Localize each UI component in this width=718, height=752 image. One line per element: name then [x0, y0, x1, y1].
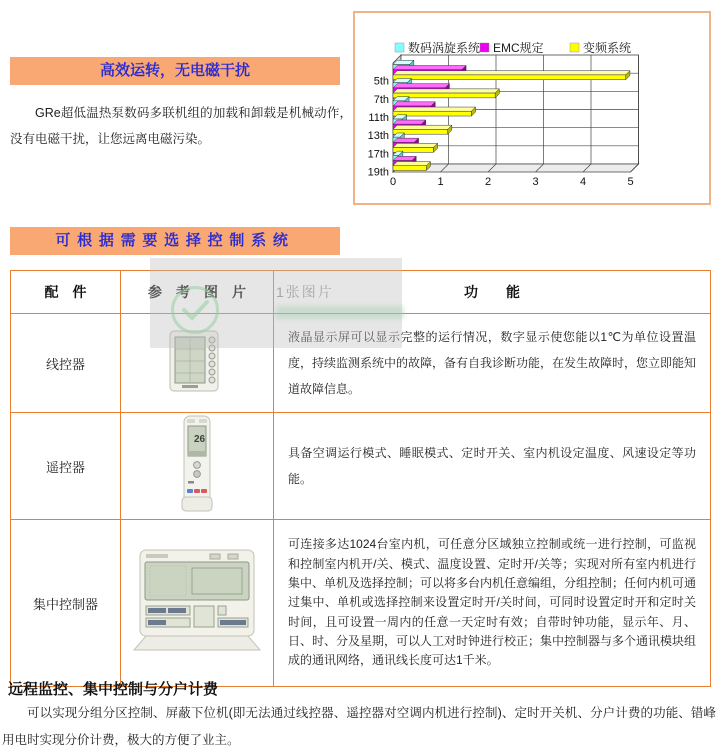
legend-label-0: 数码涡旋系统	[408, 41, 481, 55]
xtick-label-3: 3	[532, 176, 539, 188]
section2-title: 可根据需要选择控制系统	[55, 232, 295, 249]
harmonics-chart-panel	[353, 11, 711, 205]
legend-swatch-1	[480, 43, 489, 52]
section1-paragraph: GRe超低温热泵数码多联机组的加载和卸载是机械动作，没有电磁干扰，让您远离电磁污染。	[10, 106, 352, 146]
wired-controller-label: 线控器	[11, 314, 121, 413]
section3-paragraph: 可以实现分组分区控制、屏蔽下位机(即无法通过线控器、遥控器对空调内机进行控制)、定时开关机、分户计费的功能、错峰用电时实现分价计费，极大的方便了业主。	[2, 706, 716, 747]
bar-19th-series-2	[393, 166, 426, 171]
category-label-5th: 5th	[373, 75, 389, 88]
section3-title: 远程监控、集中控制与分户计费	[8, 681, 219, 698]
xtick-label-5: 5	[627, 176, 634, 188]
section2-banner	[10, 227, 340, 255]
wired-controller-image-cell	[121, 314, 274, 413]
table-row-wired-controller	[11, 314, 711, 413]
header-function: 功 能	[274, 271, 711, 314]
remote-lcd-value: 26	[194, 433, 206, 445]
xtick-label-0: 0	[389, 176, 397, 188]
table-row-central-controller	[11, 520, 711, 687]
watermark-label: 1张图片	[276, 284, 334, 300]
legend-label-1: EMC规定	[493, 41, 544, 55]
legend-swatch-0	[395, 43, 404, 52]
header-reference-picture: 参 考 图 片	[121, 271, 274, 314]
remote-controller-image	[177, 415, 217, 513]
wired-controller-function: 液晶显示屏可以显示完整的运行情况，数字显示使您能以1℃为单位设置温度，持续监测系统中的故障，备有自我诊断功能，在发生故障时，您立即能知道故障信息。	[274, 314, 711, 413]
central-controller-label: 集中控制器	[11, 520, 121, 687]
central-controller-image	[132, 546, 262, 656]
harmonics-chart	[355, 13, 709, 203]
bar-5th-series-2	[393, 75, 626, 80]
wired-controller-image	[166, 329, 228, 393]
remote-controller-label: 遥控器	[11, 413, 121, 520]
xtick-label-4: 4	[579, 176, 587, 188]
header-accessory: 配 件	[11, 271, 121, 314]
central-controller-image-cell	[121, 520, 274, 687]
accessories-table	[10, 270, 711, 687]
category-label-7th: 7th	[373, 93, 389, 106]
category-label-11th: 11th	[368, 112, 389, 124]
category-label-13th: 13th	[367, 130, 389, 143]
legend-label-2: 变频系统	[583, 41, 632, 55]
section1-banner	[10, 57, 340, 85]
remote-controller-function: 具备空调运行模式、睡眠模式、定时开关、室内机设定温度、风速设定等功能。	[274, 413, 711, 520]
table-header-row	[11, 271, 711, 314]
section1-title: 高效运转，无电磁干扰	[99, 62, 250, 79]
category-label-19th: 19th	[367, 166, 389, 179]
xtick-label-1: 1	[437, 176, 444, 188]
remote-controller-image-cell	[121, 413, 274, 520]
xtick-label-2: 2	[484, 176, 492, 188]
legend-swatch-2	[570, 43, 579, 52]
table-row-remote-controller	[11, 413, 711, 520]
category-label-17th: 17th	[367, 148, 389, 161]
central-controller-function: 可连接多达1024台室内机，可任意分区域独立控制或统一进行控制，可监视和控制室内机开/关、模式、温度设置、定时开/关等；实现对所有室内机进行集中、单机及选择控制；可以将多台内机任意编组，分组控制；任何内机可通过集中、单机或选择控制来设置定时开/关时间，可同时设置定时开和定时关时间，且可设置一周内的任意一天定时有效；自带时钟功能，显示年、月、日、时、分及星期，可以人工对时钟进行校正；集中控制器与多个通讯模块组成的通讯网络，通讯线长度可达1千米。	[274, 520, 711, 687]
